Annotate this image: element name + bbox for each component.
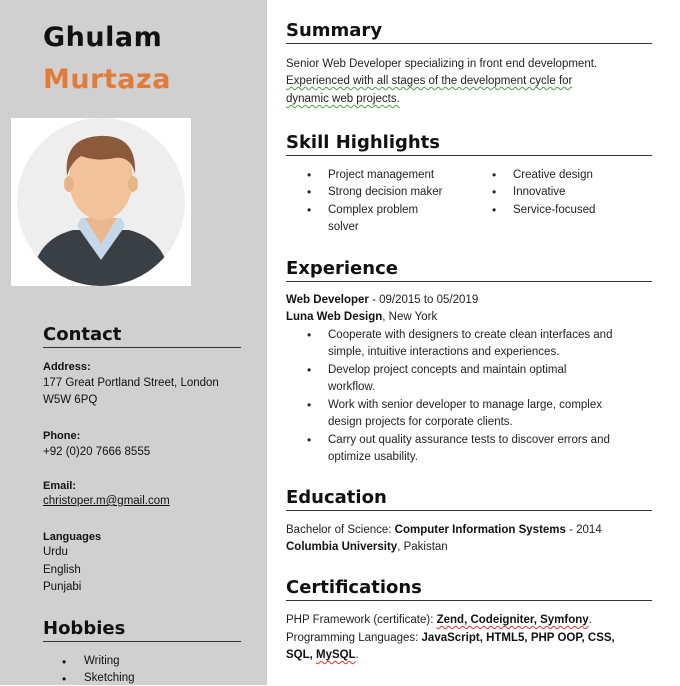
experience-heading: Experience: [286, 258, 652, 282]
experience-bullet-cont: design projects for corporate clients.: [328, 416, 513, 428]
language-item: English: [43, 564, 81, 576]
language-item: Punjabi: [43, 581, 82, 593]
address-label: Address:: [43, 361, 91, 373]
hobbies-heading: Hobbies: [43, 618, 241, 642]
experience-bullet-cont: simple, intuitive interactions and experiences.: [328, 346, 560, 358]
address-line1: 177 Great Portland Street, London: [43, 377, 219, 389]
experience-bullet-cont: workflow.: [328, 381, 376, 393]
cert-php: PHP Framework (certificate): Zend, Codeigniter, Symfony.: [286, 614, 592, 626]
skills-heading: Skill Highlights: [286, 132, 652, 156]
address-line2: W5W 6PQ: [43, 394, 98, 406]
summary-line: Experienced with all stages of the development cycle for: [286, 75, 573, 87]
profile-avatar: [11, 118, 191, 286]
experience-bullet: • Develop project concepts and maintain optimal: [328, 362, 566, 380]
last-name: Murtaza: [43, 64, 171, 95]
skill-item: • Creative design: [513, 167, 593, 185]
hobby-item: • Sketching: [64, 672, 135, 684]
skill-item: • Strong decision maker: [328, 184, 442, 202]
contact-heading: Contact: [43, 324, 241, 348]
language-item: Urdu: [43, 546, 68, 558]
experience-bullet: • Work with senior developer to manage large, complex: [328, 397, 602, 415]
phone-label: Phone:: [43, 430, 81, 442]
languages-label: Languages: [43, 531, 102, 543]
education-heading: Education: [286, 487, 652, 511]
first-name: Ghulam: [43, 22, 163, 53]
certifications-heading: Certifications: [286, 577, 652, 601]
email-link[interactable]: christoper.m@gmail.com: [43, 495, 170, 507]
skill-item: • Project management: [328, 167, 434, 185]
summary-line: Senior Web Developer specializing in front end development.: [286, 58, 598, 70]
education-school: Columbia University, Pakistan: [286, 541, 448, 553]
summary-line: dynamic web projects.: [286, 93, 400, 105]
job-company-line: Luna Web Design, New York: [286, 311, 438, 323]
hobby-item: • Writing: [64, 655, 120, 667]
cert-languages-cont: SQL, MySQL.: [286, 649, 359, 661]
experience-bullet: • Cooperate with designers to create clean interfaces and: [328, 327, 612, 345]
email-label: Email:: [43, 480, 77, 492]
cert-languages: Programming Languages: JavaScript, HTML5, PHP OOP, CSS,: [286, 632, 615, 644]
skill-item: • Innovative: [513, 184, 565, 202]
summary-heading: Summary: [286, 20, 652, 44]
experience-bullet-cont: optimize usability.: [328, 451, 418, 463]
experience-bullet: • Carry out quality assurance tests to discover errors and: [328, 432, 610, 450]
skill-item: • Complex problem: [328, 202, 418, 220]
education-degree: Bachelor of Science: Computer Information Systems - 2014: [286, 524, 602, 536]
avatar-icon: [11, 118, 191, 286]
skill-item: • Service-focused: [513, 202, 595, 220]
phone-value: +92 (0)20 7666 8555: [43, 446, 151, 458]
skill-item-cont: solver: [328, 221, 359, 233]
job-title-line: Web Developer - 09/2015 to 05/2019: [286, 294, 479, 306]
